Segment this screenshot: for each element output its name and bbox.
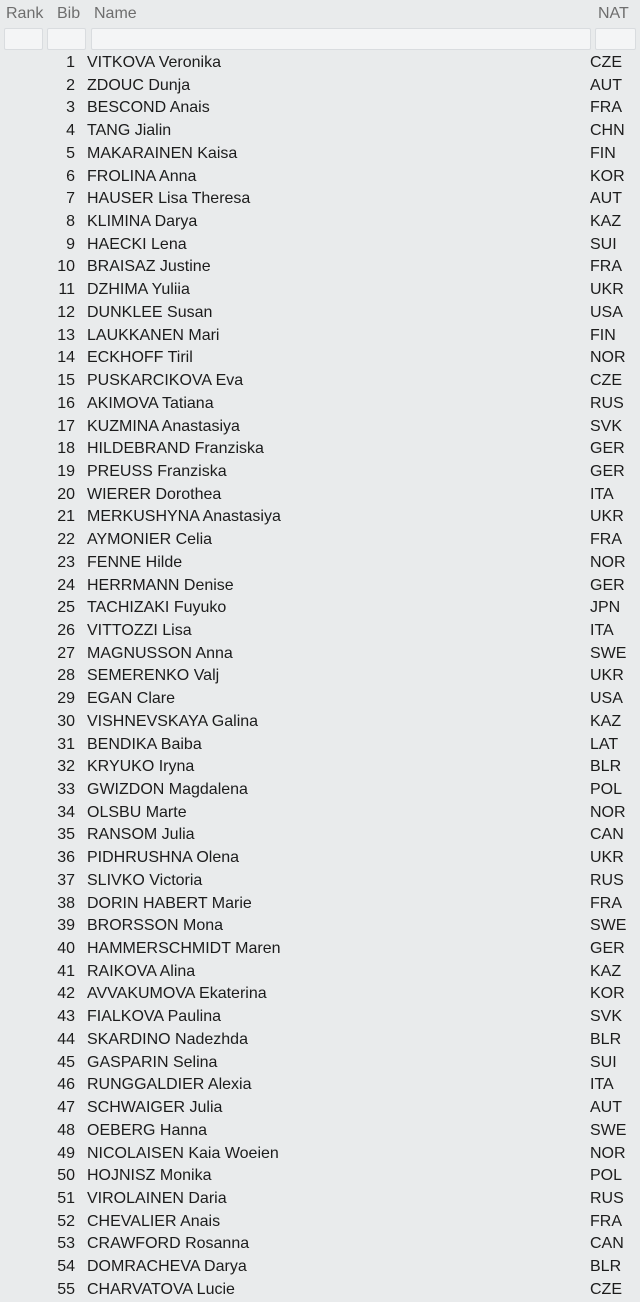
name-cell: SKARDINO Nadezhda — [87, 1030, 248, 1048]
bib-cell: 47 — [57, 1099, 75, 1117]
table-row[interactable] — [0, 1052, 640, 1075]
bib-cell: 37 — [57, 871, 75, 889]
nat-cell: NOR — [590, 349, 626, 367]
bib-cell: 28 — [57, 667, 75, 685]
nat-cell: SUI — [590, 1053, 617, 1071]
name-cell: MAKARAINEN Kaisa — [87, 144, 238, 162]
name-cell: PUSKARCIKOVA Eva — [87, 372, 244, 390]
table-row[interactable] — [0, 1279, 640, 1302]
bib-cell: 19 — [57, 462, 75, 480]
nat-filter-input[interactable] — [595, 28, 636, 50]
nat-cell: SWE — [590, 1121, 627, 1139]
bib-cell: 3 — [66, 99, 75, 117]
name-cell: TANG Jialin — [87, 122, 172, 140]
nat-cell: RUS — [590, 394, 624, 412]
table-row[interactable] — [0, 1143, 640, 1166]
name-cell: CHARVATOVA Lucie — [87, 1280, 235, 1298]
nat-cell: SUI — [590, 235, 617, 253]
table-row[interactable] — [0, 1074, 640, 1097]
bib-cell: 15 — [57, 372, 75, 390]
name-cell: ZDOUC Dunja — [87, 76, 191, 94]
bib-cell: 17 — [57, 417, 75, 435]
bib-cell: 35 — [57, 826, 75, 844]
nat-cell: FIN — [590, 326, 616, 344]
name-cell: BESCOND Anais — [87, 99, 210, 117]
nat-cell: FRA — [590, 99, 622, 117]
name-cell: MERKUSHYNA Anastasiya — [87, 508, 281, 526]
column-header-name[interactable]: Name — [94, 5, 137, 22]
nat-cell: SWE — [590, 917, 627, 935]
name-cell: TACHIZAKI Fuyuko — [87, 599, 227, 617]
table-row[interactable] — [0, 279, 640, 302]
table-row[interactable] — [0, 893, 640, 916]
nat-cell: CAN — [590, 826, 624, 844]
name-cell: AYMONIER Celia — [87, 531, 213, 549]
nat-cell: GER — [590, 576, 625, 594]
nat-cell: UKR — [590, 508, 624, 526]
nat-cell: SVK — [590, 1008, 623, 1026]
bib-cell: 30 — [57, 712, 75, 730]
nat-cell: CZE — [590, 1280, 622, 1298]
nat-cell: LAT — [590, 735, 619, 753]
nat-cell: UKR — [590, 667, 624, 685]
nat-cell: KOR — [590, 167, 625, 185]
name-cell: HERRMANN Denise — [87, 576, 234, 594]
table-row[interactable] — [0, 1120, 640, 1143]
name-cell: SCHWAIGER Julia — [87, 1099, 223, 1117]
bib-cell: 34 — [57, 803, 75, 821]
table-row[interactable] — [0, 211, 640, 234]
bib-cell: 38 — [57, 894, 75, 912]
nat-cell: SVK — [590, 417, 623, 435]
name-cell: KLIMINA Darya — [87, 213, 198, 231]
name-cell: FROLINA Anna — [87, 167, 197, 185]
bib-cell: 16 — [57, 394, 75, 412]
nat-cell: BLR — [590, 758, 622, 776]
column-header-rank[interactable]: Rank — [6, 5, 44, 22]
bib-cell: 39 — [57, 917, 75, 935]
name-cell: GASPARIN Selina — [87, 1053, 218, 1071]
table-row[interactable] — [0, 870, 640, 893]
table-row[interactable] — [0, 256, 640, 279]
bib-cell: 9 — [66, 235, 75, 253]
name-cell: HOJNISZ Monika — [87, 1167, 212, 1185]
nat-cell: POL — [590, 1167, 623, 1185]
table-row[interactable] — [0, 1233, 640, 1256]
table-row[interactable] — [0, 461, 640, 484]
bib-cell: 42 — [57, 985, 75, 1003]
bib-cell: 55 — [57, 1280, 75, 1298]
table-row[interactable] — [0, 75, 640, 98]
table-row[interactable] — [0, 643, 640, 666]
table-row[interactable] — [0, 97, 640, 120]
nat-cell: FRA — [590, 894, 622, 912]
bib-cell: 26 — [57, 621, 75, 639]
table-row[interactable] — [0, 711, 640, 734]
nat-cell: KAZ — [590, 213, 622, 231]
bib-cell: 49 — [57, 1144, 75, 1162]
nat-cell: RUS — [590, 871, 624, 889]
nat-cell: ITA — [590, 1076, 614, 1094]
bib-cell: 27 — [57, 644, 75, 662]
filter-row — [0, 28, 640, 52]
table-row[interactable] — [0, 938, 640, 961]
table-row[interactable] — [0, 779, 640, 802]
bib-cell: 22 — [57, 531, 75, 549]
bib-cell: 14 — [57, 349, 75, 367]
name-cell: HAECKI Lena — [87, 235, 187, 253]
name-cell: FENNE Hilde — [87, 553, 183, 571]
name-cell: AKIMOVA Tatiana — [87, 394, 214, 412]
nat-cell: AUT — [590, 76, 622, 94]
nat-cell: FRA — [590, 531, 622, 549]
table-row[interactable] — [0, 1029, 640, 1052]
name-cell: MAGNUSSON Anna — [87, 644, 233, 662]
bib-cell: 18 — [57, 440, 75, 458]
table-row[interactable] — [0, 302, 640, 325]
nat-cell: BLR — [590, 1258, 622, 1276]
name-cell: RANSOM Julia — [87, 826, 195, 844]
nat-cell: RUS — [590, 1189, 624, 1207]
name-cell: OLSBU Marte — [87, 803, 187, 821]
athlete-list — [0, 52, 640, 1302]
name-cell: CRAWFORD Rosanna — [87, 1235, 250, 1253]
table-row[interactable] — [0, 688, 640, 711]
table-row[interactable] — [0, 575, 640, 598]
nat-cell: KAZ — [590, 712, 622, 730]
bib-cell: 20 — [57, 485, 75, 503]
table-row[interactable] — [0, 143, 640, 166]
table-row[interactable] — [0, 734, 640, 757]
bib-cell: 52 — [57, 1212, 75, 1230]
name-cell: SEMERENKO Valj — [87, 667, 220, 685]
bib-cell: 29 — [57, 690, 75, 708]
bib-cell: 40 — [57, 940, 75, 958]
table-row[interactable] — [0, 484, 640, 507]
name-cell: BENDIKA Baiba — [87, 735, 202, 753]
bib-cell: 2 — [66, 76, 75, 94]
name-cell: ECKHOFF Tiril — [87, 349, 193, 367]
bib-cell: 46 — [57, 1076, 75, 1094]
bib-cell: 41 — [57, 962, 75, 980]
bib-cell: 5 — [66, 144, 75, 162]
table-row[interactable] — [0, 416, 640, 439]
name-cell: SLIVKO Victoria — [87, 871, 203, 889]
name-cell: RUNGGALDIER Alexia — [87, 1076, 252, 1094]
table-row[interactable] — [0, 665, 640, 688]
nat-cell: KOR — [590, 985, 625, 1003]
table-row[interactable] — [0, 983, 640, 1006]
name-cell: WIERER Dorothea — [87, 485, 222, 503]
name-cell: RAIKOVA Alina — [87, 962, 196, 980]
name-cell: VIROLAINEN Daria — [87, 1189, 227, 1207]
table-row[interactable] — [0, 393, 640, 416]
name-cell: LAUKKANEN Mari — [87, 326, 220, 344]
nat-cell: CZE — [590, 372, 622, 390]
table-row[interactable] — [0, 1211, 640, 1234]
nat-cell: ITA — [590, 485, 614, 503]
nat-cell: CAN — [590, 1235, 624, 1253]
column-header-bib[interactable]: Bib — [57, 5, 81, 22]
name-cell: DOMRACHEVA Darya — [87, 1258, 247, 1276]
name-cell: VITTOZZI Lisa — [87, 621, 192, 639]
table-row[interactable] — [0, 847, 640, 870]
bib-cell: 13 — [57, 326, 75, 344]
name-cell: PREUSS Franziska — [87, 462, 227, 480]
nat-cell: POL — [590, 781, 623, 798]
nat-cell: USA — [590, 303, 623, 321]
table-row[interactable] — [0, 1165, 640, 1188]
nat-cell: UKR — [590, 849, 624, 867]
nat-cell: AUT — [590, 1099, 622, 1117]
nat-cell: FIN — [590, 144, 616, 162]
table-row[interactable] — [0, 824, 640, 847]
name-cell: DORIN HABERT Marie — [87, 894, 252, 912]
nat-cell: CZE — [590, 54, 622, 71]
table-row[interactable] — [0, 802, 640, 825]
bib-cell: 45 — [57, 1053, 75, 1071]
rank-filter-input[interactable] — [4, 28, 43, 50]
bib-cell: 33 — [57, 781, 75, 798]
table-row[interactable] — [0, 915, 640, 938]
table-row[interactable] — [0, 120, 640, 143]
table-row[interactable] — [0, 597, 640, 620]
table-row[interactable] — [0, 1256, 640, 1279]
name-cell: CHEVALIER Anais — [87, 1212, 221, 1230]
nat-cell: GER — [590, 440, 625, 458]
table-row[interactable] — [0, 1188, 640, 1211]
name-cell: GWIZDON Magdalena — [87, 781, 248, 798]
table-row[interactable] — [0, 529, 640, 552]
bib-cell: 54 — [57, 1258, 75, 1276]
nat-cell: JPN — [590, 599, 621, 617]
nat-cell: UKR — [590, 281, 624, 299]
name-filter-input[interactable] — [91, 28, 591, 50]
bib-cell: 11 — [58, 281, 75, 299]
bib-cell: 24 — [57, 576, 75, 594]
nat-cell: FRA — [590, 258, 622, 276]
nat-cell: AUT — [590, 190, 622, 208]
name-cell: DUNKLEE Susan — [87, 303, 213, 321]
name-cell: KUZMINA Anastasiya — [87, 417, 240, 435]
name-cell: PIDHRUSHNA Olena — [87, 849, 240, 867]
bib-cell: 50 — [57, 1167, 75, 1185]
nat-cell: ITA — [590, 621, 614, 639]
name-cell: VISHNEVSKAYA Galina — [87, 712, 259, 730]
bib-cell: 32 — [57, 758, 75, 776]
table-row[interactable] — [0, 347, 640, 370]
nat-cell: CHN — [590, 122, 625, 140]
table-row[interactable] — [0, 552, 640, 575]
bib-cell: 36 — [57, 849, 75, 867]
nat-cell: BLR — [590, 1030, 622, 1048]
nat-cell: USA — [590, 690, 623, 708]
table-row[interactable] — [0, 325, 640, 348]
nat-cell: NOR — [590, 553, 626, 571]
name-cell: BRORSSON Mona — [87, 917, 224, 935]
table-row[interactable] — [0, 234, 640, 257]
table-row[interactable] — [0, 370, 640, 393]
nat-cell: FRA — [590, 1212, 622, 1230]
column-header-nat[interactable]: NAT — [598, 5, 629, 22]
bib-cell: 12 — [57, 303, 75, 321]
table-row[interactable] — [0, 506, 640, 529]
nat-cell: GER — [590, 462, 625, 480]
name-cell: OEBERG Hanna — [87, 1121, 208, 1139]
bib-cell: 43 — [57, 1008, 75, 1026]
name-cell: AVVAKUMOVA Ekaterina — [87, 985, 267, 1003]
bib-cell: 4 — [66, 122, 75, 140]
table-header — [0, 0, 640, 28]
table-row[interactable] — [0, 52, 640, 75]
table-row[interactable] — [0, 1097, 640, 1120]
name-cell: VITKOVA Veronika — [87, 54, 221, 71]
bib-cell: 31 — [57, 735, 75, 753]
table-row[interactable] — [0, 438, 640, 461]
name-cell: HAMMERSCHMIDT Maren — [87, 940, 281, 958]
nat-cell: NOR — [590, 803, 626, 821]
name-cell: HAUSER Lisa Theresa — [87, 190, 251, 208]
bib-cell: 1 — [66, 54, 75, 71]
name-cell: DZHIMA Yuliia — [87, 281, 190, 299]
bib-cell: 44 — [57, 1030, 75, 1048]
bib-filter-input[interactable] — [47, 28, 86, 50]
nat-cell: KAZ — [590, 962, 622, 980]
bib-cell: 53 — [57, 1235, 75, 1253]
table-row[interactable] — [0, 1006, 640, 1029]
name-cell: HILDEBRAND Franziska — [87, 440, 264, 458]
name-cell: BRAISAZ Justine — [87, 258, 211, 276]
bib-cell: 48 — [57, 1121, 75, 1139]
bib-cell: 7 — [66, 190, 75, 208]
bib-cell: 25 — [57, 599, 75, 617]
name-cell: EGAN Clare — [87, 690, 176, 708]
table-row[interactable] — [0, 961, 640, 984]
nat-cell: NOR — [590, 1144, 626, 1162]
table-row[interactable] — [0, 756, 640, 779]
name-cell: FIALKOVA Paulina — [87, 1008, 221, 1026]
bib-cell: 8 — [66, 213, 75, 231]
nat-cell: GER — [590, 940, 625, 958]
bib-cell: 23 — [57, 553, 75, 571]
table-row[interactable] — [0, 166, 640, 189]
nat-cell: SWE — [590, 644, 627, 662]
name-cell: KRYUKO Iryna — [87, 758, 195, 776]
bib-cell: 51 — [57, 1189, 75, 1207]
bib-cell: 6 — [66, 167, 75, 185]
bib-cell: 21 — [57, 508, 75, 526]
name-cell: NICOLAISEN Kaia Woeien — [87, 1144, 279, 1162]
bib-cell: 10 — [57, 258, 75, 276]
table-row[interactable] — [0, 620, 640, 643]
table-row[interactable] — [0, 188, 640, 211]
